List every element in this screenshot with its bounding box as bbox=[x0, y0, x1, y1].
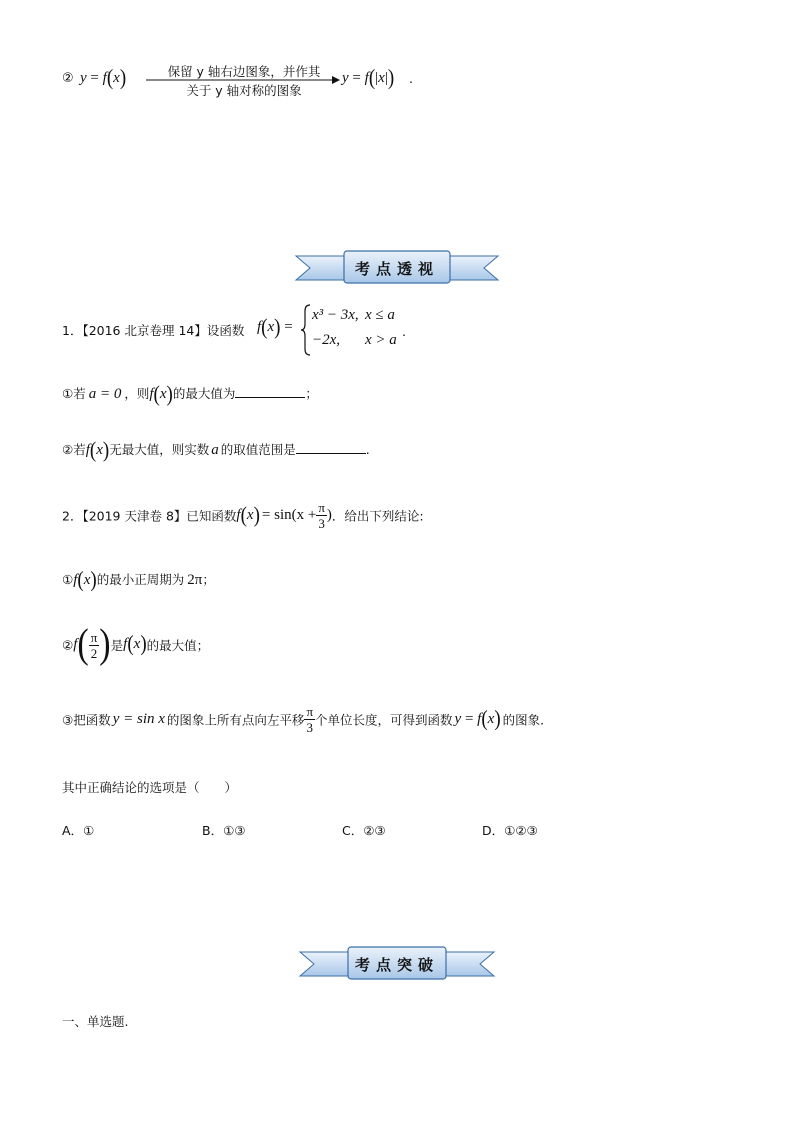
q2-c1-end: ； bbox=[202, 572, 215, 587]
q2-options bbox=[62, 821, 622, 841]
q1-sub1-c: 的最大值为 bbox=[172, 386, 236, 401]
q2-c1-val: 2π bbox=[187, 572, 203, 588]
q1-sub2-c: 的取值范围是 bbox=[220, 442, 296, 457]
q1-sub1 bbox=[62, 384, 318, 410]
q1-sub1-cond: a = 0 bbox=[88, 386, 122, 402]
q2-c2-a: ② bbox=[62, 637, 74, 653]
q2-suffix: ．给出下列结论: bbox=[331, 508, 424, 524]
q2-conclusion-1 bbox=[62, 570, 215, 596]
q1-case1-cond: x ≤ a bbox=[365, 307, 395, 323]
banner-title: 考点透视 bbox=[354, 260, 439, 278]
q2-c1-b: 的最小正周期为 bbox=[96, 572, 185, 587]
q2-c2-fx: f(x) bbox=[123, 632, 147, 657]
q2-c1-fx: f(x) bbox=[73, 568, 97, 593]
item-marker: ② bbox=[62, 71, 74, 86]
arrow-label-bottom: 关于 y 轴对称的图象 bbox=[186, 83, 302, 98]
fraction-pi-over-3 bbox=[316, 500, 327, 531]
q1-stem bbox=[62, 302, 422, 362]
arrow-label-top: 保留 y 轴右边图象，并作其 bbox=[167, 64, 321, 79]
fraction-denominator: 2 bbox=[90, 645, 98, 661]
q1-sub2-b: 无最大值，则实数 bbox=[109, 442, 210, 457]
q2-c3-target: y = f(x) bbox=[454, 706, 501, 731]
big-paren-left: ( bbox=[77, 622, 89, 667]
q1-case1-expr: x³ − 3x, bbox=[312, 307, 359, 323]
q1-prefix: 1．【2016 北京卷理 14】设函数 bbox=[62, 323, 245, 338]
func-y-f-abs-x: y = f(|x|) bbox=[342, 66, 395, 91]
big-paren-right: ) bbox=[99, 622, 111, 667]
fraction-numerator: π bbox=[318, 500, 325, 515]
q2-c1-a: ① bbox=[62, 572, 74, 587]
banner-kaodian-tupo bbox=[298, 945, 496, 983]
answer-blank-2[interactable] bbox=[296, 440, 366, 454]
piecewise-brace bbox=[300, 304, 312, 356]
q1-trailing: . bbox=[402, 324, 406, 339]
q1-sub1-a: ①若 bbox=[62, 386, 86, 401]
q1-sub2-var: a bbox=[211, 442, 219, 458]
q1-case2-expr: −2x, bbox=[312, 332, 341, 348]
fraction-denominator: 3 bbox=[306, 720, 313, 735]
banner-kaodian-toushi bbox=[294, 250, 500, 286]
q2-c3-d: 的图象. bbox=[502, 712, 545, 728]
q2-c3-b: 的图象上所有点向左平移 bbox=[166, 712, 305, 728]
q1-sub2-end: . bbox=[365, 442, 370, 457]
fraction-numerator: π bbox=[90, 629, 98, 645]
q2-c3-a: ③把函数 bbox=[62, 712, 111, 728]
transform-line bbox=[62, 62, 422, 98]
q1-sub2-fx: f(x) bbox=[85, 438, 110, 463]
option-c[interactable]: C．②③ bbox=[342, 823, 386, 838]
fraction-denominator: 3 bbox=[318, 516, 325, 531]
answer-blank-1[interactable] bbox=[235, 384, 305, 398]
q2-c2-f: f bbox=[73, 636, 78, 653]
q1-sub2-a: ②若 bbox=[62, 442, 86, 457]
fraction-pi-over-2 bbox=[89, 630, 100, 661]
q2-c3-c: 个单位长度，可得到函数 bbox=[315, 712, 453, 728]
q2-c2-c: 的最大值； bbox=[146, 638, 210, 653]
fraction-numerator: π bbox=[306, 704, 314, 719]
q1-sub1-fx: f(x) bbox=[149, 382, 173, 407]
q2-stem bbox=[62, 500, 424, 540]
q1-sub1-b: ，则 bbox=[124, 386, 150, 401]
option-a[interactable]: A．① bbox=[62, 823, 95, 838]
q2-eq-rhs-b: ) bbox=[326, 507, 332, 523]
q2-c2-b: 是 bbox=[110, 638, 124, 653]
q1-sub1-end: ； bbox=[305, 386, 318, 401]
q2-conclusion-3 bbox=[62, 704, 544, 744]
q1-fx: f(x) = bbox=[257, 315, 293, 340]
func-y-fx: y = f(x) bbox=[80, 66, 127, 91]
option-d[interactable]: D．①②③ bbox=[482, 823, 538, 838]
q2-eq-rhs-a: = sin(x + bbox=[261, 507, 317, 523]
q2-fx: f(x) bbox=[236, 502, 260, 527]
q2-prefix: 2．【2019 天津卷 8】已知函数 bbox=[62, 508, 237, 524]
q2-question: 其中正确结论的选项是（ ） bbox=[62, 780, 238, 795]
q1-case2-cond: x > a bbox=[365, 332, 397, 348]
line-end-period: . bbox=[409, 71, 413, 86]
fraction-pi-over-3-shift bbox=[304, 704, 315, 735]
banner-title: 考点突破 bbox=[354, 956, 439, 974]
q1-sub2 bbox=[62, 440, 370, 466]
section-heading: 一、单选题. bbox=[62, 1014, 129, 1029]
option-b[interactable]: B．①③ bbox=[202, 823, 246, 838]
q2-conclusion-2 bbox=[62, 622, 210, 670]
q2-c3-func: y = sin x bbox=[112, 711, 165, 727]
